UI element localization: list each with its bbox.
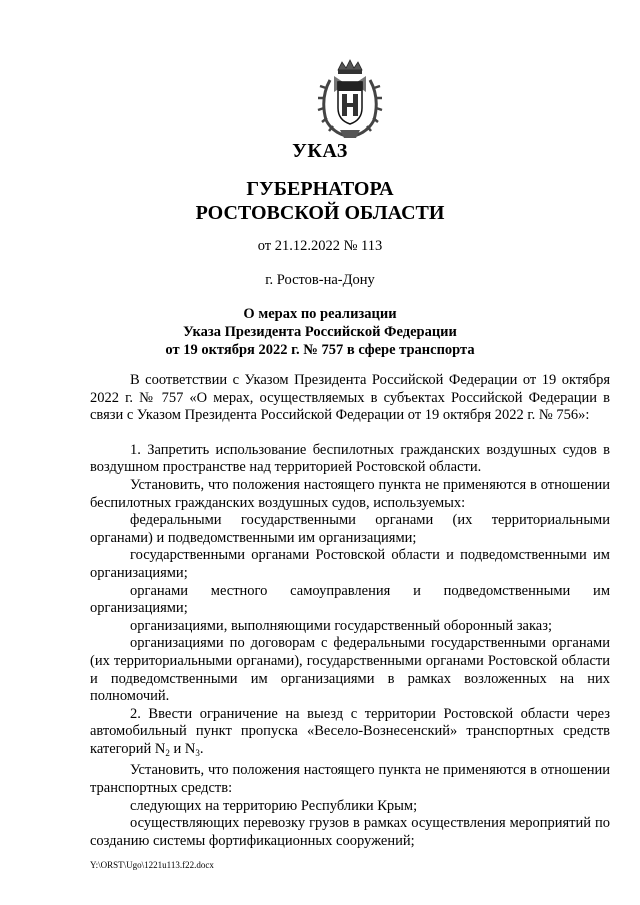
clause-1-exception-paragraph: Установить, что положения настоящего пункта не применяются в отношении беспилотных гражданских воздушных судов, используемых: [90, 476, 610, 511]
clause-2-list-item: осуществляющих перевозку грузов в рамках осуществления мероприятий по созданию системы фортификационных сооружений; [90, 815, 610, 849]
document-date-number: от 21.12.2022 № 113 [257, 238, 383, 254]
vehicle-category-subscript: 3 [195, 747, 200, 758]
issuer-title-line2: РОСТОВСКОЙ ОБЛАСТИ [195, 202, 445, 224]
clause-1-list-item: государственными органами Ростовской области и подведомственными им организациями; [90, 547, 610, 581]
clause-2-text-end: . [199, 740, 204, 757]
clause-2-text: 2. Ввести ограничение на выезд с территории Ростовской области через автомобильный пункт пропуска «Весело-Вознесенский» транспортных средств категорий N [90, 705, 610, 757]
clause-2-exception-paragraph: Установить, что положения настоящего пункта не применяются в отношении транспортных средств: [90, 762, 610, 797]
clause-2-text-mid: и N [169, 740, 196, 757]
clause-1-list-item: органами местного самоуправления и подведомственными им организациями; [90, 582, 610, 617]
footer-file-path: Y:\ORST\Ugo\1221u113.f22.docx [90, 860, 214, 870]
document-type-title: УКАЗ [292, 140, 348, 162]
subject-line1: О мерах по реализации [243, 306, 397, 322]
clause-1-paragraph: 1. Запретить использование беспилотных гражданских воздушных судов в воздушном пространстве над территорией Ростовской области. [90, 441, 610, 476]
rostov-coat-of-arms-emblem [316, 58, 384, 140]
clause-2-list-item: следующих на территорию Республики Крым; [130, 797, 418, 814]
preamble-paragraph: В соответствии с Указом Президента Российской Федерации от 19 октября 2022 г. № 757 «О мерах, осуществляемых в субъектах Российской Федерации в связи с Указом Президента Российской Федерации от 19 октября 2022 г. № 756»: [90, 372, 610, 424]
document-body [90, 372, 610, 850]
clause-1-list-item: федеральными государственными органами (их территориальными органами) и подведомственными им организациями; [90, 512, 610, 546]
subject-line3: от 19 октября 2022 г. № 757 в сфере транспорта [165, 342, 475, 358]
clause-1-list-item: организациями по договорам с федеральными государственными органами (их территориальными органами), государственными органами Ростовской области и подведомственными им организациями в рамках возложенных на них полномочий. [90, 635, 610, 705]
vehicle-category-subscript: 2 [165, 747, 170, 758]
subject-line2: Указа Президента Российской Федерации [183, 324, 457, 340]
issuer-title-line1: ГУБЕРНАТОРА [246, 178, 394, 200]
clause-1-list-item: организациями, выполняющими государственный оборонный заказ; [130, 617, 552, 634]
document-city: г. Ростов-на-Дону [265, 272, 375, 288]
clause-2-paragraph [90, 706, 610, 763]
